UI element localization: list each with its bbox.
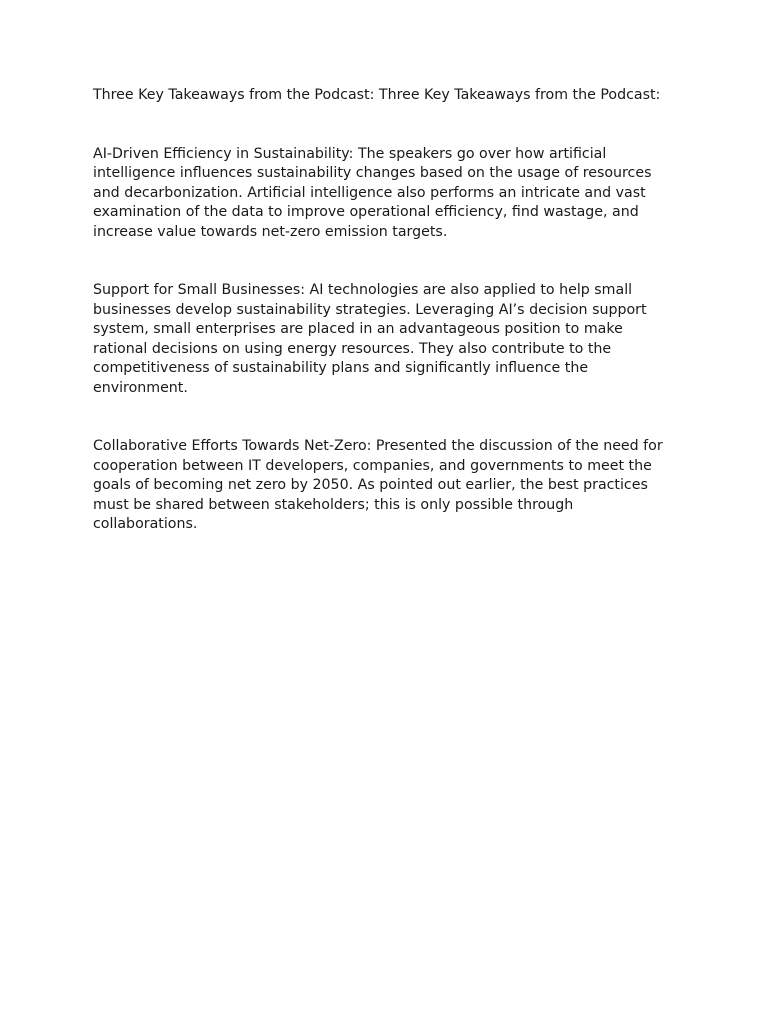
document-heading: Three Key Takeaways from the Podcast: Three Key Takeaways from the Podcast:	[93, 87, 661, 103]
takeaway-ai-driven-efficiency: AI-Driven Efficiency in Sustainability: The speakers go over how artificial intelligence influences sustainability changes based on the usage of resources and decarbonization. Artificial intelligence also performs an intricate and vast examination of the data to improve operational efficiency, find wastage, and increase value towards net-zero emission targets.	[93, 145, 652, 240]
takeaway-collaborative-efforts: Collaborative Efforts Towards Net-Zero: Presented the discussion of the need for cooperation between IT developers, companies, and governments to meet the goals of becoming net zero by 2050. As pointed out earlier, the best practices must be shared between stakeholders; this is only possible through collaborations.	[93, 438, 663, 532]
document-page	[93, 86, 678, 574]
takeaway-small-businesses: Support for Small Businesses: AI technologies are also applied to help small businesses develop sustainability strategies. Leveraging AI’s decision support system, small enterprises are placed in an advantageous position to make rational decisions on using energy resources. They also contribute to the competitiveness of sustainability plans and significantly influence the environment.	[93, 282, 647, 396]
